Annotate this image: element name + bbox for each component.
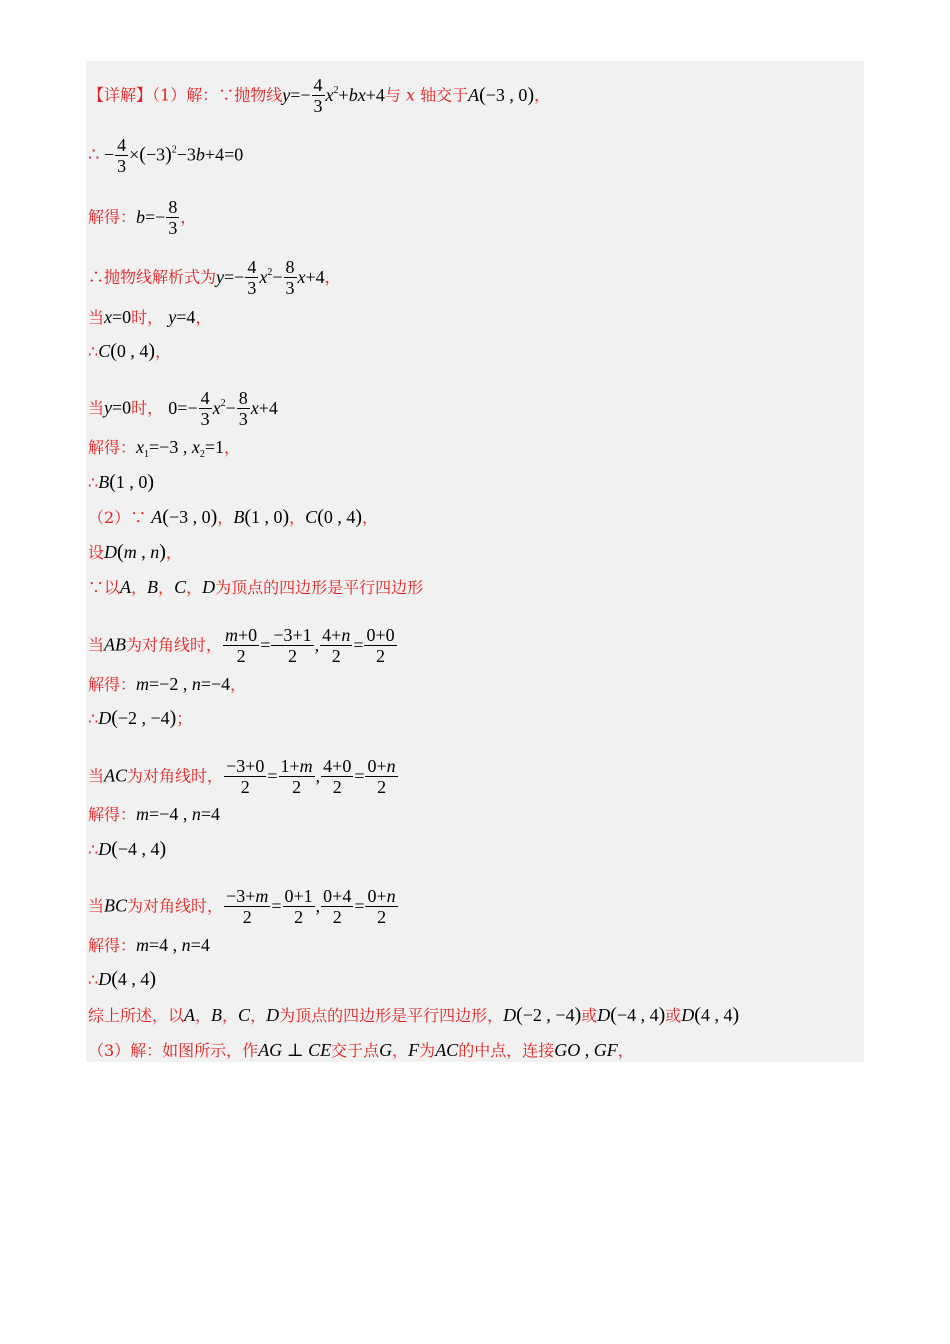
solution-line-7: 当y=0时， 0=− $\frac{4}{3}$ $x^2-$ $\frac{8}{3}$ x+4 [88, 388, 278, 429]
solution-line-20: 解得：m=4 , n=4 [88, 935, 210, 955]
solution-line-22: 综上所述，以A，B，C，D为顶点的四边形是平行四边形，D(−2 , −4)或D(−4 , 4)或D(4 , 4) [88, 1004, 740, 1026]
solution-line-8: 解得：$x_1=-3$ , $x_2=1$， [88, 437, 240, 460]
solution-line-12: ∵以A，B，C，D为顶点的四边形是平行四边形 [88, 577, 424, 597]
solution-line-6: ∴C(0 , 4)， [88, 340, 172, 362]
solution-line-9: ∴B(1 , 0) [88, 471, 155, 493]
solution-line-18: ∴D(−4 , 4) [88, 838, 167, 860]
solution-line-13: 当AB为对角线时， $\frac{m+0}{2}$ = $\frac{-3+1}{2}$ , $\frac{4+n}{2}$ = $\frac{0+0}{2}$ [88, 625, 395, 666]
solution-line-4: ∴抛物线解析式为y=− $\frac{4}{3}$ $x^2-$ $\frac{8}{3}$ x+4， [88, 257, 341, 298]
solution-line-11: 设D(m , n)， [88, 541, 182, 563]
solution-line-3: 解得：b=− $\frac{8}{3}$ ， [88, 197, 197, 238]
solution-line-21: ∴D(4 , 4) [88, 968, 157, 990]
solution-line-15: ∴D(−2 , −4)； [88, 707, 193, 729]
detail-tag: 【详解】 [88, 85, 153, 105]
solution-line-17: 解得：m=−4 , n=4 [88, 804, 220, 824]
fraction: $\frac{4}{3}$ [313, 75, 323, 116]
solution-line-14: 解得：m=−2 , n=−4， [88, 674, 247, 694]
solution-line-1: 【详解】（1）解：∵抛物线y=− $\frac{4}{3}$ $x^2+bx+4$与 x 轴交于A(−3 , 0)， [88, 75, 551, 116]
solution-line-10: （2）∵ A(−3 , 0)，B(1 , 0)，C(0 , 4)， [88, 506, 379, 528]
solution-line-2: ∴ − $\frac{4}{3}$ $\times(-3)^2-3b+4=0$ [88, 135, 244, 176]
solution-line-23: （3）解：如图所示，作AG ⊥ CE交于点G，F为AC的中点，连接GO , GF， [88, 1040, 634, 1060]
solution-line-19: 当BC为对角线时， $\frac{-3+m}{2}$ = $\frac{0+1}{2}$ , $\frac{0+4}{2}$ = $\frac{0+n}{2}$ [88, 886, 396, 927]
solution-line-16: 当AC为对角线时， $\frac{-3+0}{2}$ = $\frac{1+m}{2}$ , $\frac{4+0}{2}$ = $\frac{0+n}{2}$ [88, 756, 396, 797]
solution-line-5: 当x=0时， y=4， [88, 307, 212, 327]
